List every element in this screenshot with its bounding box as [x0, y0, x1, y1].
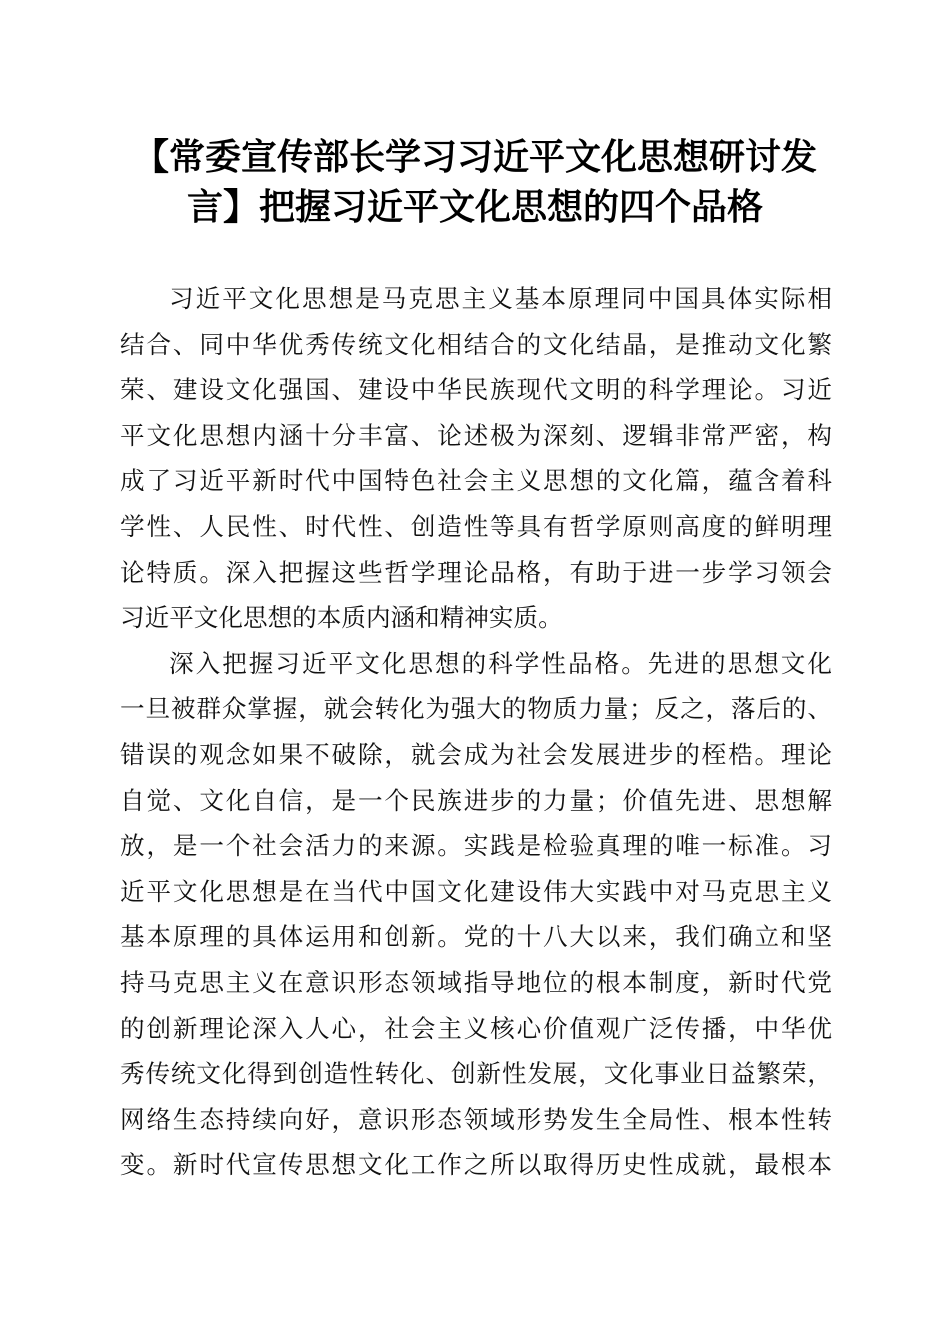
- text-line: 网络生态持续向好，意识形态领域形势发生全局性、根本性转: [120, 1104, 832, 1134]
- text-line: 的创新理论深入人心，社会主义核心价值观广泛传播，中华优: [120, 1013, 832, 1043]
- text-line: 近平文化思想是在当代中国文化建设伟大实践中对马克思主义: [120, 876, 832, 906]
- text-line: 论特质。深入把握这些哲学理论品格，有助于进一步学习领会: [120, 557, 832, 587]
- paragraph-intro: [120, 276, 832, 641]
- text-line: 持马克思主义在意识形态领域指导地位的根本制度，新时代党: [120, 967, 832, 997]
- text-line: 荣、建设文化强国、建设中华民族现代文明的科学理论。习近: [120, 375, 832, 405]
- text-line: 自觉、文化自信，是一个民族进步的力量；价值先进、思想解: [120, 785, 832, 815]
- text-line: 一旦被群众掌握，就会转化为强大的物质力量；反之，落后的、: [120, 694, 832, 724]
- text-line: 平文化思想内涵十分丰富、论述极为深刻、逻辑非常严密，构: [120, 420, 832, 450]
- text-line: 习近平文化思想的本质内涵和精神实质。: [120, 603, 563, 633]
- title-line: 言】把握习近平文化思想的四个品格: [186, 186, 763, 228]
- document-title: [120, 132, 830, 232]
- title-line: 【常委宣传部长学习习近平文化思想研讨发: [132, 136, 817, 178]
- text-line: 成了习近平新时代中国特色社会主义思想的文化篇，蕴含着科: [120, 466, 832, 496]
- text-line: 基本原理的具体运用和创新。党的十八大以来，我们确立和坚: [120, 922, 832, 952]
- text-line: 变。新时代宣传思想文化工作之所以取得历史性成就，最根本: [120, 1150, 832, 1180]
- text-line: 习近平文化思想是马克思主义基本原理同中国具体实际相: [169, 284, 832, 313]
- text-line: 秀传统文化得到创造性转化、创新性发展，文化事业日益繁荣，: [120, 1059, 832, 1089]
- text-line: 错误的观念如果不破除，就会成为社会发展进步的桎梏。理论: [120, 739, 832, 769]
- text-line: 深入把握习近平文化思想的科学性品格。先进的思想文化: [169, 648, 832, 678]
- paragraph-scientific: [120, 641, 832, 1188]
- text-line: 结合、同中华优秀传统文化相结合的文化结晶，是推动文化繁: [120, 329, 832, 359]
- text-line: 学性、人民性、时代性、创造性等具有哲学原则高度的鲜明理: [120, 511, 832, 541]
- text-line: 放，是一个社会活力的来源。实践是检验真理的唯一标准。习: [120, 831, 832, 861]
- document-body: [120, 276, 832, 1188]
